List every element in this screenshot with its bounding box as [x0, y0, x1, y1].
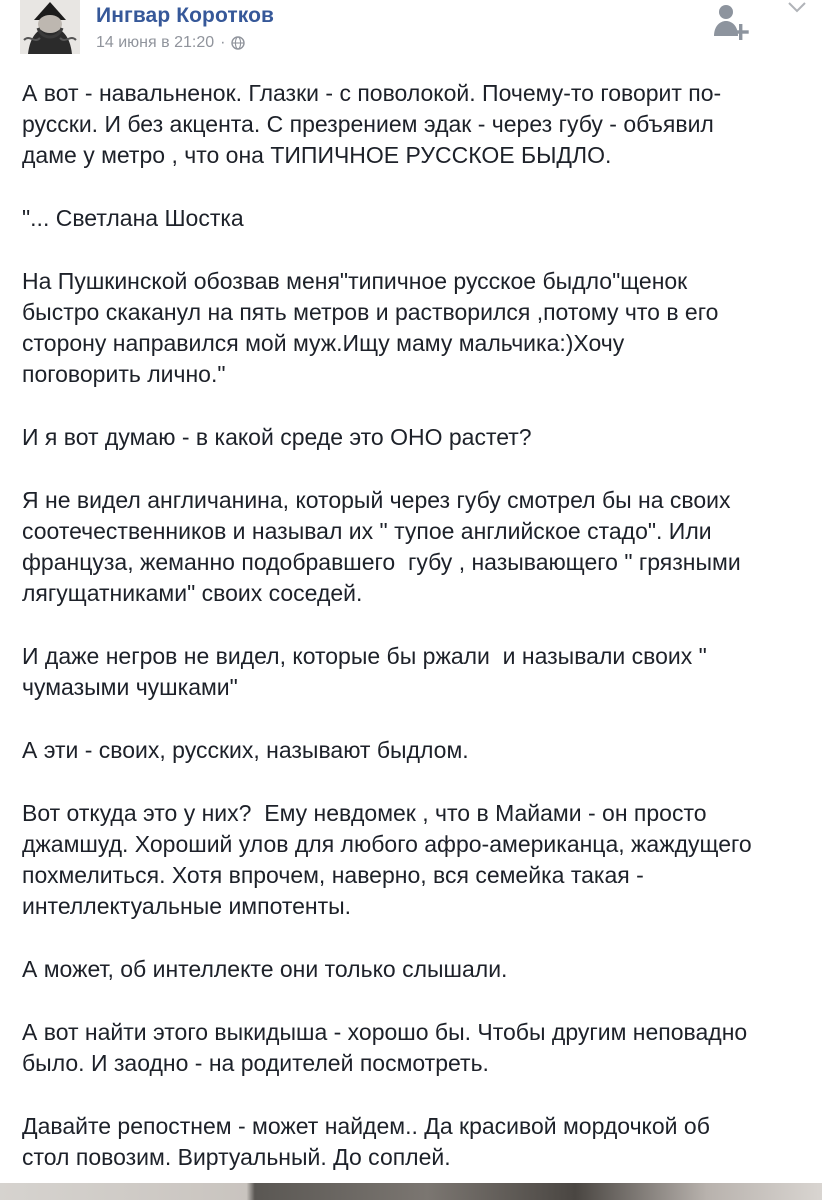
chevron-down-icon[interactable]	[786, 0, 808, 16]
attached-image-edge[interactable]	[0, 1183, 822, 1200]
post-paragraph: И я вот думаю - в какой среде это ОНО растет?	[22, 424, 532, 450]
post-paragraph: А вот - навальненок. Глазки - с поволокой. Почему-то говорит по- русски. И без акцента. С презрением эдак - через губу - объявил даме у метро , что она ТИПИЧНОЕ РУССКОЕ БЫДЛО.	[22, 80, 722, 168]
post-text	[22, 78, 812, 1173]
post-paragraph: А эти - своих, русских, называют быдлом.	[22, 737, 469, 763]
post-paragraph: На Пушкинской обозвав меня"типичное русское быдло"щенок быстро скаканул на пять метров и растворился ,потому что в его сторону направился мой муж.Ищу маму мальчика:)Хочу поговорить лично."	[22, 268, 719, 387]
post-paragraph: А вот найти этого выкидыша - хорошо бы. Чтобы другим неповадно было. И заодно - на родителей посмотреть.	[22, 1019, 748, 1076]
avatar[interactable]	[20, 0, 80, 54]
globe-icon[interactable]	[231, 36, 245, 50]
post-paragraph: Давайте репостнем - может найдем.. Да красивой мордочкой об стол повозим. Виртуальный. До соплей.	[22, 1113, 710, 1170]
post-paragraph: "... Светлана Шостка	[22, 205, 244, 231]
post-paragraph: И даже негров не видел, которые бы ржали и называли своих " чумазыми чушками"	[22, 643, 707, 700]
post-timestamp[interactable]: 14 июня в 21:20	[96, 34, 215, 51]
meta-separator: ·	[220, 34, 226, 51]
avatar-image	[20, 0, 80, 54]
add-friend-icon[interactable]	[712, 0, 752, 44]
post-header	[0, 0, 822, 70]
post-paragraph: А может, об интеллекте они только слышали.	[22, 956, 508, 982]
post-meta	[96, 34, 245, 52]
post-paragraph: Я не видел англичанина, который через губу смотрел бы на своих соотечественников и называл их " тупое английское стадо". Или француза, жеманно подобравшего губу , называющего " грязными лягущатниками" своих соседей.	[22, 487, 741, 606]
post-paragraph: Вот откуда это у них? Ему невдомек , что в Майами - он просто джамшуд. Хороший улов для любого афро-американца, жаждущего похмелиться. Хотя впрочем, наверно, вся семейка такая - интеллектуальные импотенты.	[22, 800, 752, 919]
author-name[interactable]: Ингвар Коротков	[96, 4, 275, 27]
